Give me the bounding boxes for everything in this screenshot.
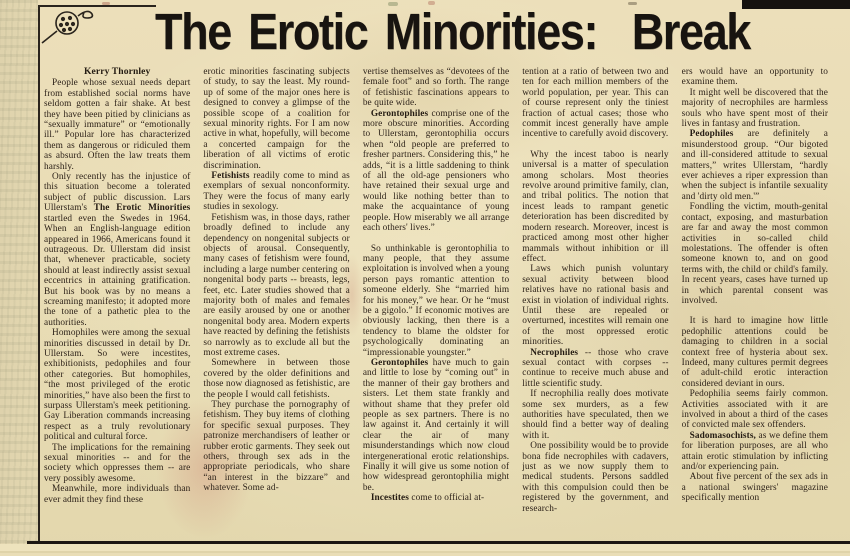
article-paragraph (682, 316, 828, 389)
article-column (682, 67, 828, 541)
bold-lead-text: Necrophiles (530, 347, 579, 358)
article-column (44, 67, 190, 541)
article-paragraph (522, 67, 668, 140)
body-text: It is hard to imagine how little pedophilic attentions could be damaging to children in a social context free of hysteria about sex. Indeed, many cultures permit degrees of adult-child erotic interaction considered deviant in ours. (681, 316, 828, 389)
body-text: Homophiles were among the sexual minorities discussed in detail by Dr. Ullerstam. So were incestites, exhibitionists, pedophiles and four other categories. But homophiles, “the most privileged of the erotic minorities,” have also been the first to surpass Ullerstam's meek petitioning. Gay Liberation commands increasing respect as a truly revolutionary political and cultural force. (44, 328, 191, 443)
article-paragraph (522, 264, 668, 347)
bold-lead-text: Sadomasochists, (689, 430, 756, 441)
bold-lead-text: The Erotic Minorities (93, 203, 191, 214)
bold-lead-text: Gerontophiles (370, 108, 429, 119)
article-paragraph (44, 443, 190, 485)
body-text: as we define them for liberation purposes, are all who attain erotic stimulation by inflicting and/or experiencing pain. (681, 430, 828, 473)
body-text: Laws which punish voluntary sexual activity between blood relatives have no rational basis and exist in violation of individual rights. Until these are repealed or overturned, incestites will remain one of the most oppressed erotic minorities. (522, 264, 669, 348)
body-text: erotic minorities fascinating subjects of study, to say the least. My round-up of some of the major ones here is designed to convey a glimpse of the possible scope of a coalition for sexual minority rights. For I am now active in what, hopefully, will become a concerted campaign for the liberation of all victims of erotic discrimination. (203, 67, 350, 171)
article-paragraph (44, 78, 190, 172)
bold-lead-text: Gerontophiles (370, 357, 429, 368)
article-paragraph (203, 171, 349, 213)
body-text: are definitely a misunderstood group. “Our bigoted and ill-considered attitude to sexual matters,” writes Ullerstam, “hardly ever achieves a riper expression than when the subject is infantile sexuality and 'dirty old men.'” (681, 129, 828, 202)
body-text: ers would have an opportunity to examine them. (681, 67, 828, 88)
article-column (363, 67, 509, 541)
body-text: About five percent of the sex ads in a national swingers' magazine specifically mention (681, 472, 828, 504)
article-paragraph (363, 493, 509, 503)
bold-lead-text: Fetishists (211, 171, 250, 182)
article-paragraph (203, 213, 349, 359)
body-text: Only recently has the injustice of this situation become a tolerated subject of public discussion. Lars Ullerstam's (44, 172, 191, 214)
page-bottom-edge (0, 544, 850, 556)
page-edge-bar (742, 0, 850, 9)
article-paragraph (363, 244, 509, 358)
body-text: comprise one of the more obscure minorities. According to Ullerstam, gerontophilia occurs when “old people are preferred to fresher partners. Considering this,” he adds, “it is a little saddening to think of all the old-age pensioners who have retained their sexual urge and would like nothing better than to make the acquaintance of young people. How miserably we all arrange each others' lives.” (362, 108, 510, 234)
article-paragraph (363, 109, 509, 234)
article-paragraph (203, 400, 349, 494)
article-paragraph (682, 129, 828, 202)
article-column (203, 67, 349, 541)
byline: Kerry Thornley (83, 67, 151, 77)
body-text: startled even the Swedes in 1964. When an English-language edition appeared in 1966, Americans found it outrageous. Dr. Ullerstam did insist that, whenever practicable, society should at least indirectly assist sexual eccentrics in attaining gratification. But his book was by no means a screaming manifesto; it adopted more the tone of a pathetic plea to the authorities. (44, 213, 191, 328)
body-text: -- those who crave sexual contact with corpses -- continue to receive much abuse and little scientific study. (522, 347, 669, 389)
article-paragraph (522, 389, 668, 441)
article-columns (44, 67, 828, 541)
article-paragraph (44, 328, 190, 442)
body-text: tention at a ratio of between two and ten for each million members of the world population, per year. This can of course represent only the tiniest fraction of actual cases; those who commit incest generally have ample incentive to carefully avoid discovery. (522, 67, 669, 140)
body-text: They purchase the pornography of fetishism. They buy items of clothing for specific sexual purposes. They patronize merchandisers of leather or rubber erotic garments. They seek out others, through sex ads in the appropriate periodicals, who share “an interest in the bizzare” and whatever. Some ad- (203, 400, 350, 494)
body-text: have much to gain and little to lose by “coming out” in the manner of their gay brothers and sisters. Let them state frankly and without shame that they prefer old people as sex partners. There is no law against it. And certainly it will clear the air of many misunderstandings which now cloud intergenerational erotic relationships. Finally it will give us some notion of how widespread gerontophilia might be. (362, 357, 510, 493)
article-paragraph (682, 431, 828, 473)
body-text: Fondling the victim, mouth-genital contact, exposing, and masturbation are far and away the most common activities in so-called child molestations. The offender is often someone known to, and on good terms with, the child or child's family. In recent years, cases have turned up in which parental consent was involved. (681, 202, 828, 306)
body-text: If necrophilia really does motivate some sex murders, as a few authorities have speculated, then we should find a better way of dealing with it. (522, 389, 669, 441)
article-column (522, 67, 668, 541)
body-text: People whose sexual needs depart from established social norms have seldom gotten a fair shake. At best they have been pitied by clinicians as “sexually immature” or “emotionally ill.” Popular lore has characterized them as dangerous or ridiculed them as absurd. Often the law treats them harshly. (44, 78, 191, 172)
body-text: One possibility would be to provide bona fide necrophiles with cadavers, just as we now supply them to medical students. Persons saddled with this compulsion could then be registered by the government, and research- (522, 441, 669, 514)
article-paragraph (363, 358, 509, 493)
article-paragraph (682, 202, 828, 306)
article-border-left (38, 5, 40, 542)
body-text: It might well be discovered that the majority of necrophiles are harmless souls who have spent most of their lives in fantasy and frustration. (681, 87, 828, 130)
bold-lead-text: Incestites (370, 493, 409, 504)
body-text: The implications for the remaining sexual minorities -- and for the society which oppresses them -- are very possibly awesome. (44, 442, 191, 484)
body-text: Meanwhile, more individuals than ever admit they find these (44, 484, 191, 505)
article-paragraph (44, 172, 190, 328)
article-paragraph (682, 67, 828, 88)
body-text: come to official at- (409, 493, 485, 504)
article-paragraph (682, 88, 828, 130)
body-text: vertise themselves as “devotees of the female foot” and so forth. The range of fetishistic fascinations appears to be quite wide. (362, 67, 510, 109)
article-paragraph (522, 150, 668, 264)
body-text: readily come to mind as exemplars of sexual nonconformity. They were the focus of many early studies in sexology. (203, 171, 350, 213)
article-paragraph (363, 67, 509, 109)
article-paragraph (682, 472, 828, 503)
article-paragraph (522, 348, 668, 390)
body-text: Fetishism was, in those days, rather broadly defined to include any dependency on nongenital subjects or objects of arousal. Consequently, many cases of fetishism were found, including a large number centering on nongenital body parts -- breasts, legs, feet, etc. Later studies showed that a majority both of males and females are easily aroused by one or another nongenital body area. Modern experts have reacted by defining the fetishists so narrowly as to exclude all but the most extreme cases. (203, 212, 350, 358)
body-text: Somewhere in between those covered by the older definitions and those now diagnosed as fetishistic, are the people I would call fetishists. (203, 358, 350, 400)
body-text: Pedophilia seems fairly common. Activities associated with it are involved in about a third of the cases of convicted male sex offenders. (681, 389, 828, 431)
bold-lead-text: Pedophiles (689, 129, 734, 140)
page-margin-bleed (0, 0, 38, 556)
article-paragraph (203, 67, 349, 171)
article-paragraph (44, 484, 190, 505)
body-text: Why the incest taboo is nearly universal is a matter of speculation among scholars. Most theories revolve around primitive family, clan, and tribal politics. The notion that incest leads to rampant genetic deterioration has been discredited by modern research. Moreover, incest is practiced among most other higher mammals without inhibition or ill effect. (522, 149, 669, 264)
body-text: So unthinkable is gerontophilia to many people, that they assume exploitation is involved when a young person pays romantic attention to someone elderly. She “married him for his money,” we hear. Or he “must be a gigolo.” If economic motives are obviously lacking, then there is a tendency to blame the oldster for psychologically dominating an “impressionable youngster.” (362, 243, 510, 358)
headline: The Erotic Minorities: Break (155, 3, 750, 60)
article-paragraph (682, 389, 828, 431)
berry-doodle-icon (40, 2, 110, 46)
article-paragraph (522, 441, 668, 514)
article-paragraph (203, 358, 349, 400)
